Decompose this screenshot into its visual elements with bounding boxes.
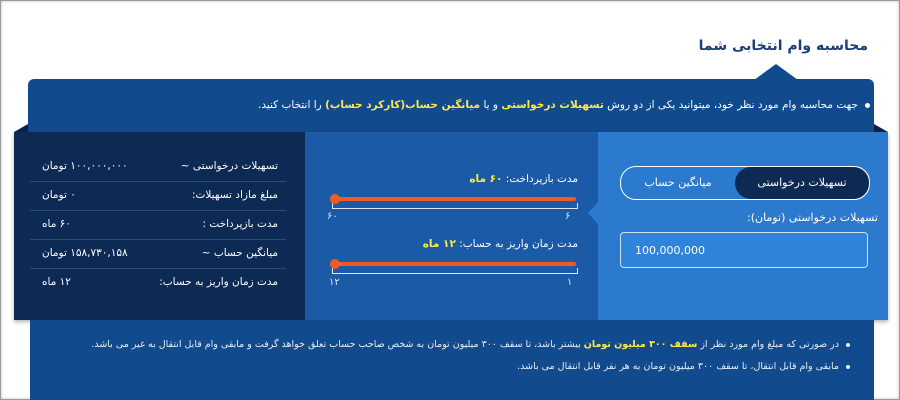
bullet-icon <box>846 343 850 347</box>
method-toggle <box>620 166 870 200</box>
note-text: در صورتی که مبلغ وام مورد نظر از <box>697 339 839 350</box>
repayment-min-label: ۶ <box>565 211 571 222</box>
tab-requested-loan[interactable]: تسهیلات درخواستی <box>735 167 869 199</box>
amount-field <box>620 232 868 268</box>
notes-panel <box>30 320 874 400</box>
bullet-icon <box>846 365 850 369</box>
repayment-slider-track[interactable] <box>332 197 576 201</box>
repayment-slider-label <box>469 173 578 185</box>
deposit-max-label: ۱۲ <box>329 277 340 288</box>
repayment-value: ۶۰ ماه <box>469 173 503 185</box>
summary-value: ۰ تومان <box>42 189 76 201</box>
repayment-label-text: مدت بازپرداخت: <box>502 173 578 185</box>
intro-text <box>258 99 870 111</box>
intro-option2: میانگین حساب(کارکرد حساب) <box>325 99 481 111</box>
note-text: مابقی وام قابل انتقال، تا سقف ۳۰۰ میلیون تومان به هر نفر قابل انتقال می باشد. <box>517 361 839 372</box>
deposit-min-label: ۱ <box>567 277 573 288</box>
deposit-slider-handle[interactable] <box>330 259 340 269</box>
sliders-panel <box>305 132 598 320</box>
note-text: بیشتر باشد، تا سقف ۳۰۰ میلیون تومان به شخص صاحب حساب تعلق خواهد گرفت و مابقی وام قابل انتقال به غیر می باشد. <box>91 339 584 350</box>
repayment-scale <box>332 203 578 209</box>
repayment-max-label: ۶۰ <box>327 211 338 222</box>
deposit-value: ۱۲ ماه <box>422 238 456 250</box>
note-highlight: سقف ۳۰۰ میلیون تومان <box>583 339 698 350</box>
summary-value: ۱۲ ماه <box>42 276 71 288</box>
amount-input[interactable] <box>621 233 867 267</box>
summary-row <box>30 152 286 182</box>
summary-label: مدت زمان واریز به حساب: <box>159 276 278 288</box>
summary-label: مدت بازپرداخت : <box>202 218 278 230</box>
intro-middle: و یا <box>480 99 502 111</box>
summary-value: ۶۰ ماه <box>42 218 71 230</box>
amount-field-label: تسهیلات درخواستی (تومان): <box>747 211 878 224</box>
title-pointer <box>754 64 798 80</box>
deposit-slider-track[interactable] <box>332 262 576 266</box>
repayment-slider-handle[interactable] <box>330 194 340 204</box>
deposit-scale <box>332 268 578 274</box>
panel-pointer <box>588 202 598 224</box>
summary-label: تسهیلات درخواستی ~ <box>180 160 278 172</box>
page-title: محاسبه وام انتخابی شما <box>698 38 868 54</box>
bullet-icon <box>865 103 870 108</box>
deposit-slider-label <box>423 238 578 250</box>
intro-before: جهت محاسبه وام مورد نظر خود، میتوانید یکی از دو روش <box>603 99 858 111</box>
tab-average-balance[interactable]: میانگین حساب <box>644 176 712 189</box>
summary-row <box>30 268 286 297</box>
input-panel <box>598 132 888 320</box>
intro-after: را انتخاب کنید. <box>258 99 326 111</box>
summary-label: مبلغ مازاد تسهیلات: <box>191 189 278 201</box>
note-item <box>91 339 850 350</box>
summary-row <box>30 181 286 211</box>
intro-option1: تسهیلات درخواستی <box>501 99 604 111</box>
ribbon-fold-left <box>14 124 28 132</box>
summary-value: ۱۵۸,۷۳۰,۱۵۸ تومان <box>42 247 128 259</box>
ribbon-fold-right <box>874 124 888 132</box>
summary-row <box>30 239 286 269</box>
summary-value: ۱۰۰,۰۰۰,۰۰۰ تومان <box>42 160 128 172</box>
note-item <box>517 361 850 372</box>
deposit-label-text: مدت زمان واریز به حساب: <box>455 238 578 250</box>
summary-row <box>30 210 286 240</box>
summary-label: میانگین حساب ~ <box>201 247 278 259</box>
